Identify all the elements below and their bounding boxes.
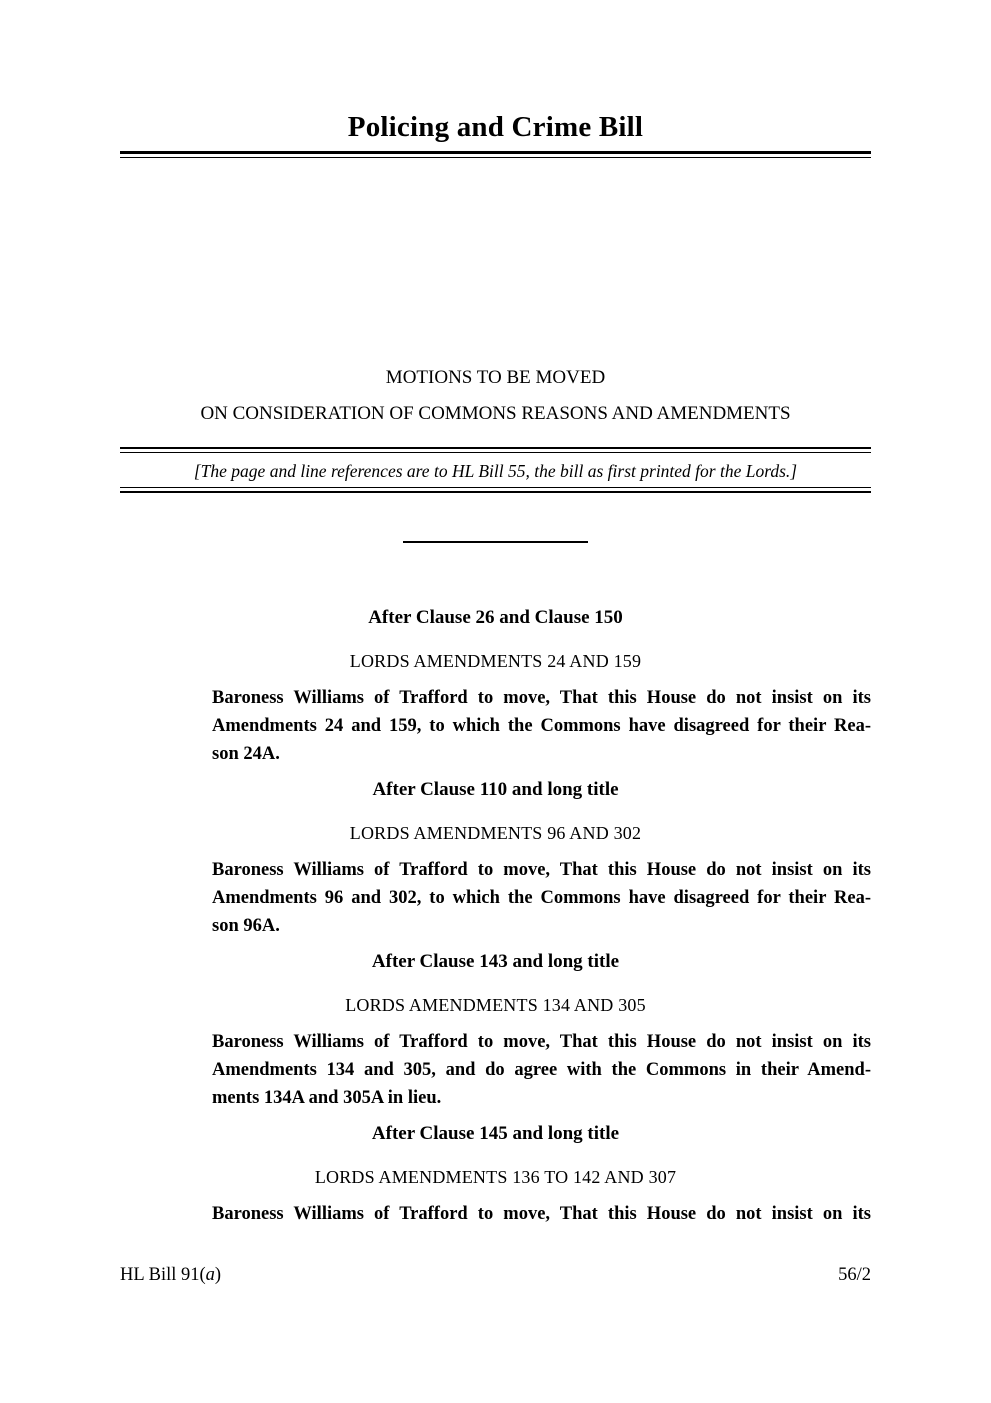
section-heading: After Clause 145 and long title [371,1123,620,1144]
section-heading: After Clause 26 and Clause 150 [368,607,623,628]
section-subheading: LORDS AMENDMENTS 134 AND 305 [345,995,646,1015]
motion-paragraph [212,1200,871,1228]
footer-bill-reference [120,1263,221,1287]
bill-ref-text: HL Bill 91( [120,1265,206,1285]
paragraph-line: Amendments 96 and 302, to which the Commons have disagreed for their Rea- [212,888,871,908]
footer-session-number: 56/2 [838,1265,871,1285]
bill-ref-close-paren: ) [214,1265,222,1285]
subtitle-line-2: ON CONSIDERATION OF COMMONS REASONS AND AMENDMENTS [200,403,791,424]
motion-paragraph [212,684,871,768]
reference-note-box [120,447,871,493]
subtitle-line-1: MOTIONS TO BE MOVED [385,367,606,388]
motion-paragraph [212,856,871,940]
motion-section-2 [120,778,871,940]
paragraph-line: Baroness Williams of Trafford to move, That this House do not insist on its [212,1032,871,1052]
motion-section-4 [120,1122,871,1228]
motion-paragraph [212,1028,871,1112]
motion-section-3 [120,950,871,1112]
title-double-rule [120,151,871,158]
reference-note: [The page and line references are to HL Bill 55, the bill as first printed for the Lords.] [193,461,798,481]
paragraph-line: Amendments 24 and 159, to which the Commons have disagreed for their Rea- [212,716,871,736]
paragraph-line: ments 134A and 305A in lieu. [212,1088,442,1108]
section-heading: After Clause 143 and long title [371,951,620,972]
section-divider-line [403,541,588,543]
paragraph-line: Baroness Williams of Trafford to move, That this House do not insist on its [212,1204,871,1224]
section-heading: After Clause 110 and long title [372,779,619,800]
page-footer [120,1263,871,1287]
section-subheading: LORDS AMENDMENTS 96 AND 302 [349,823,642,843]
paragraph-line: Baroness Williams of Trafford to move, That this House do not insist on its [212,688,871,708]
document-title: Policing and Crime Bill [347,111,644,143]
document-subtitle [120,360,871,432]
paragraph-line: Amendments 134 and 305, and do agree with the Commons in their Amend- [212,1060,871,1080]
page-content [120,0,871,1228]
note-box-bottom-rule [120,487,871,493]
section-subheading: LORDS AMENDMENTS 24 AND 159 [349,651,642,671]
motion-section-1 [120,606,871,768]
section-subheading: LORDS AMENDMENTS 136 TO 142 AND 307 [314,1167,677,1187]
motion-section-list [120,606,871,1228]
paragraph-line: son 96A. [212,916,280,936]
paragraph-line: son 24A. [212,744,280,764]
bill-ref-italic-letter: a [205,1265,215,1285]
paragraph-line: Baroness Williams of Trafford to move, That this House do not insist on its [212,860,871,880]
